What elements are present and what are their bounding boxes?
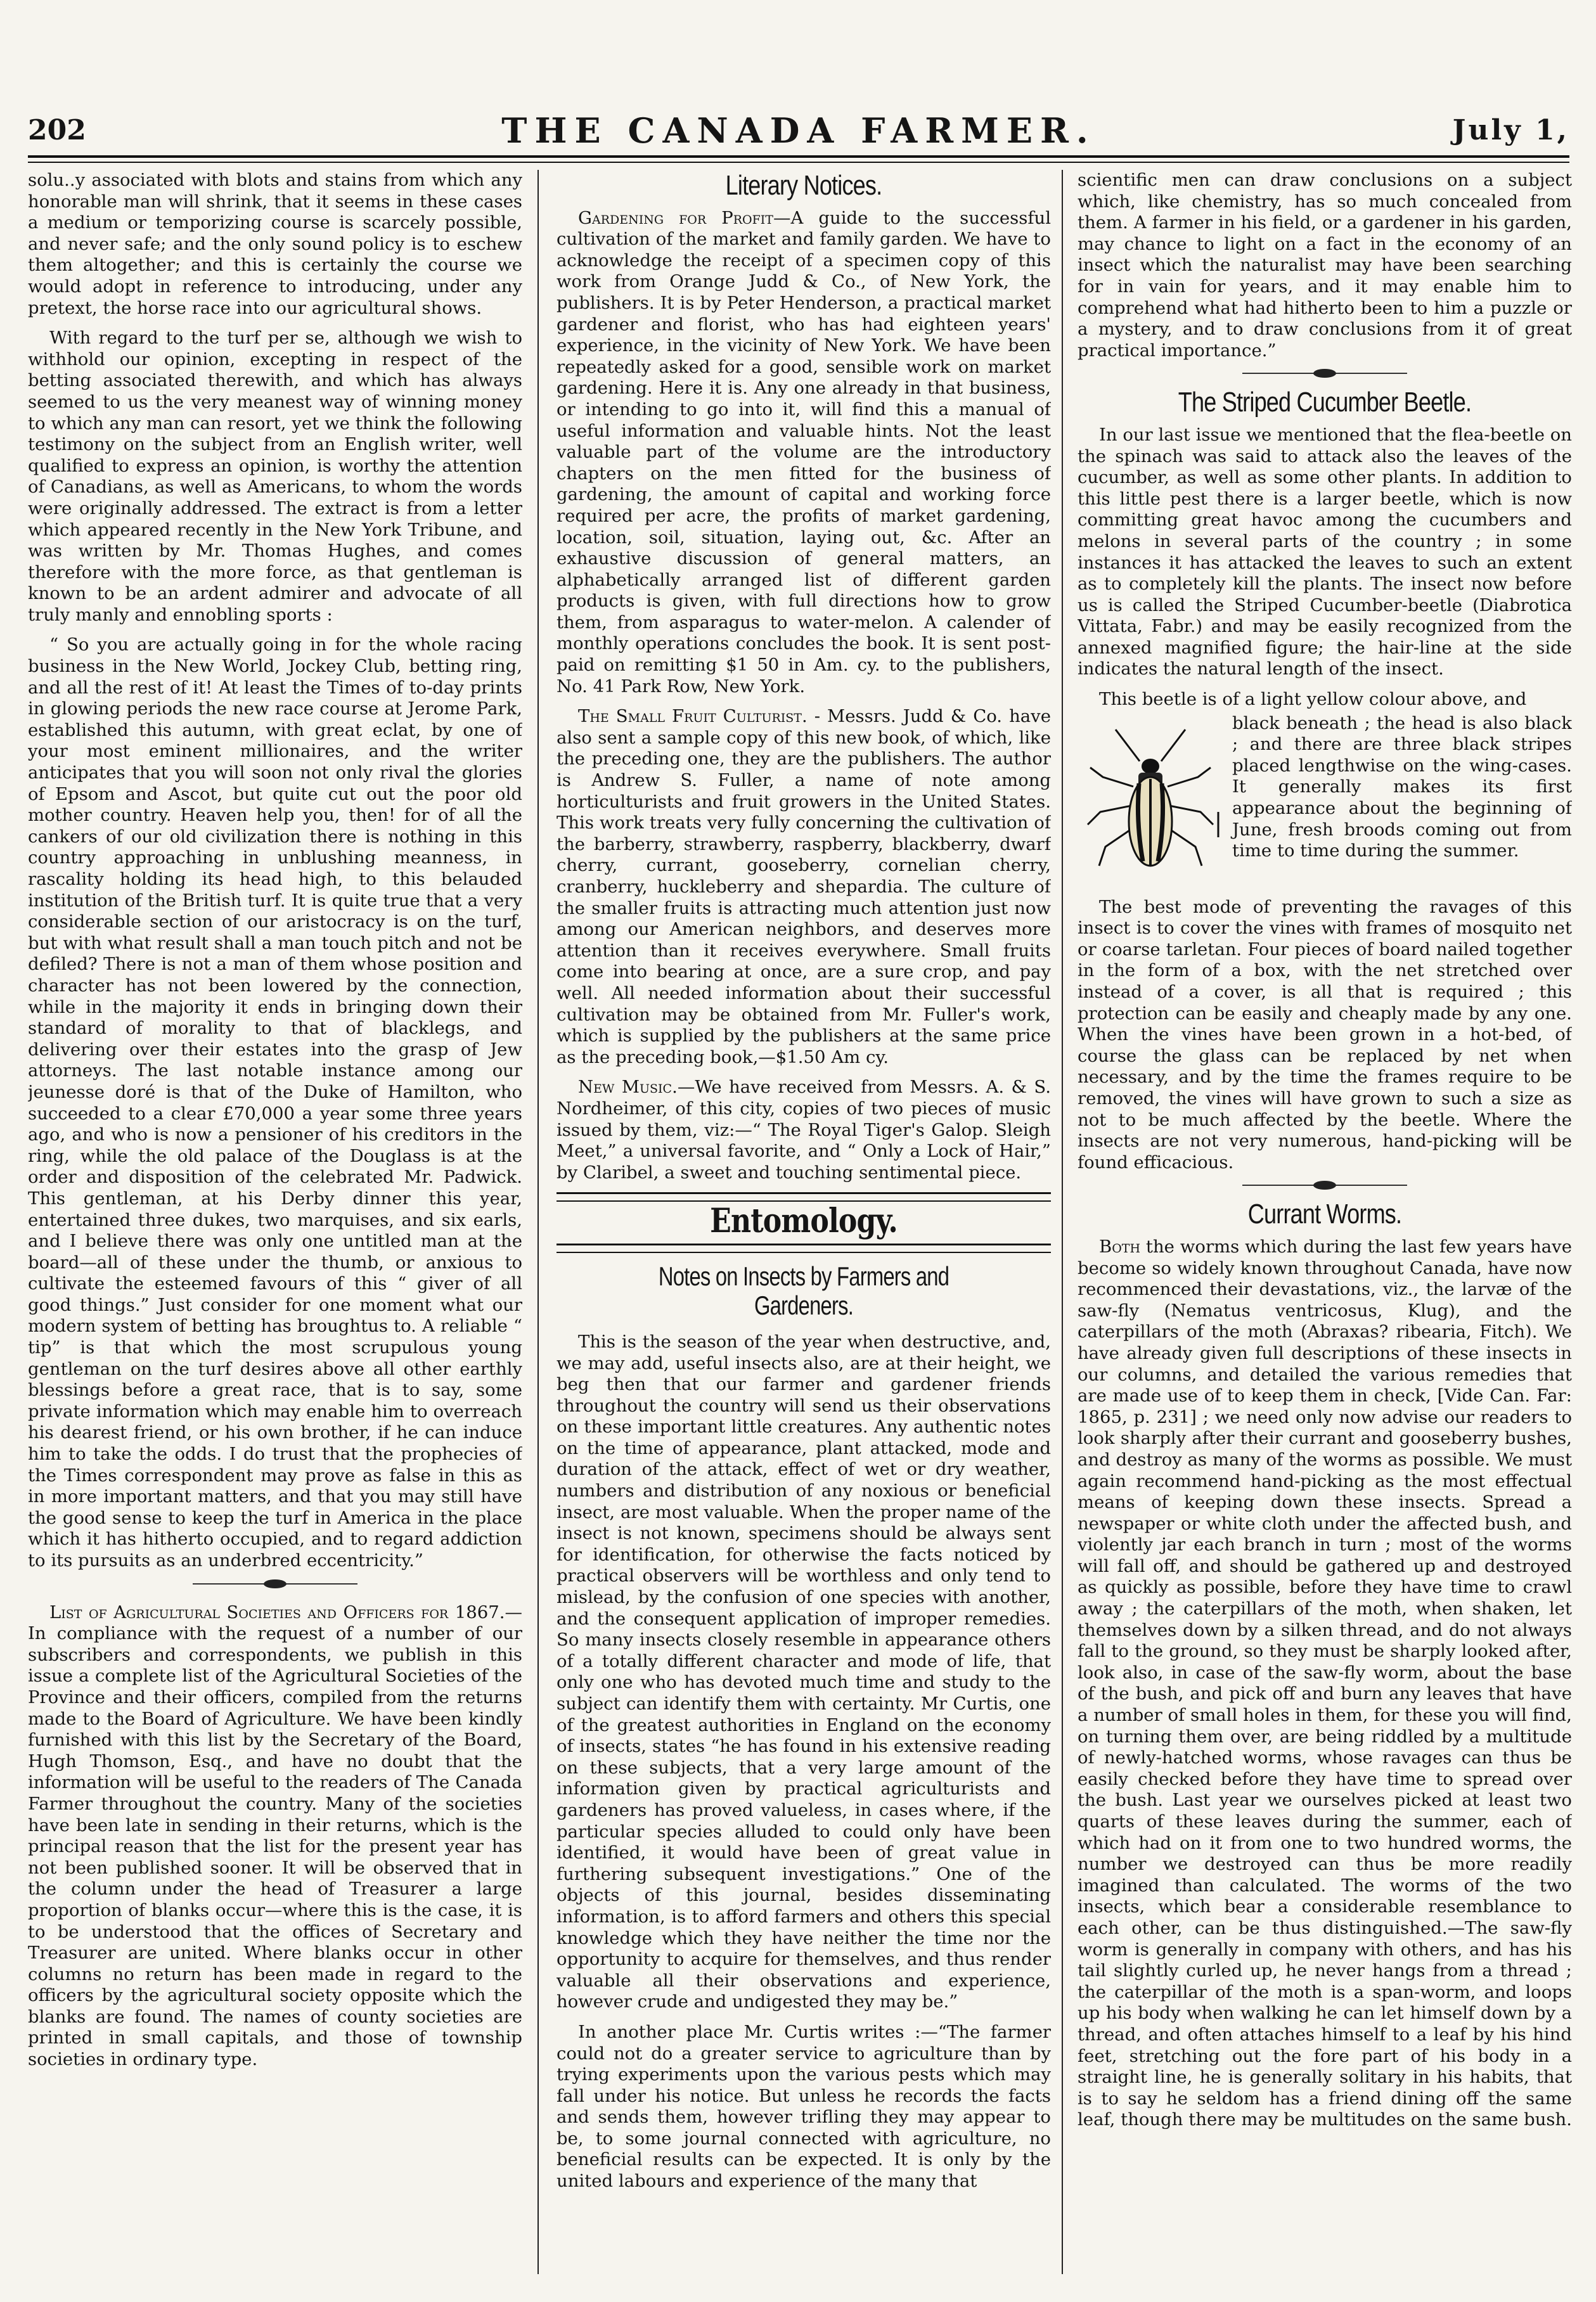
paragraph	[557, 208, 1051, 698]
paragraph: This is the season of the year when destructive, and, we may add, useful insects also, are at their height, we beg then that our farmer and gardener friends throughout the country will send us their observations on these important little creatures. Any authentic notes on the time of appearance, plant attacked, mode and duration of the attack, effect of wet or dry weather, numbers and distribution of any noxious or beneficial insect, are most valuable. When the proper name of the insect is not known, specimens should be always sent for identification, for otherwise the facts noticed by practical observers will be worthless and only tend to mislead, by the confusion of one species with another, and the consequent application of improper remedies. So many insects closely resemble in appearance others of a totally different character and mode of life, that only one who has devoted much time and study to the subject can identify them with certainty. Mr Curtis, one of the greatest authorities in England on the economy of insects, states “he has found in his extensive reading on these subjects, that a very large amount of the information given by practical agriculturists and gardeners has proved valueless, in cases where, if the particular species alluded to could only have been identified, it would have been of great value in furthering subsequent investigations.” One of the objects of this journal, besides disseminating information, is to afford farmers and others this special knowledge which they have neither the time nor the opportunity to acquire for themselves, and thus render valuable all their observations and experience, however crude and undigested they may be.”	[557, 1331, 1051, 2012]
section-heading: Literary Notices.	[725, 170, 882, 201]
column-1	[28, 170, 522, 2280]
section-rule	[557, 1192, 1051, 1202]
section-heading: Entomology.	[710, 1202, 898, 1241]
paragraph-body: - Messrs. Judd & Co. have also sent a sample copy of this new book, of which, like the preceding one, they are the publishers. The author is Andrew S. Fuller, a name of note among horticulturists and fruit growers in the United States. This work treats very fully concerning the cultivation of the barberry, strawberry, raspberry, blackberry, dwarf cherry, currant, gooseberry, cornelian cherry, cranberry, huckleberry and shepardia. The culture of the smaller fruits is attracting much attention just now among our American neighbors, and deserves more attention than it receives everywhere. Small fruits come into bearing at once, are a sure crop, and pay well. All needed information about their successful cultivation may be obtained from Mr. Fuller's work, which is supplied by the publishers at the same price as the preceding book,—$1.50 Am cy.	[557, 706, 1051, 1067]
column-3	[1078, 170, 1572, 2280]
lead-in: List of Agricultural Societies and Officers for	[49, 1602, 449, 1623]
paragraph: This beetle is of a light yellow colour above, and	[1099, 689, 1527, 710]
quotation: “ So you are actually going in for the whole racing business in the New World, Jockey Club, betting ring, and all the rest of it! At least the Times of to-day prints in glowing periods the new race course at Jerome Park, established this autumn, with great eclat, by one of your most eminent millionaires, and the writer anticipates that you will soon not only rival the glories of Epsom and Ascot, but quite cut out the poor old mother country. Heaven help you, then! for of all the cankers of our old civilization there is nothing in this country approaching in unblushing meanness, in rascality holding its head high, to this belauded institution of the British turf. It is quite true that a very considerable section of our aristocracy is on the turf, but with what result shall a man touch pitch and not be defiled? There is not a man of them whose position and character has not been lowered by the connection, while in the majority it ends in bringing down their standard of morality to that of blacklegs, and delivering over their estates into the grasp of Jew attorneys. The last notable instance among our jeunesse doré is that of the Duke of Hamilton, who succeeded to a clear £70,000 a year some three years ago, and who is now a pensioner of his creditors in the ring, while the old palace of the Douglass is at the order and disposition of the celebrated Mr. Padwick. This gentleman, at his Derby dinner this year, entertained three dukes, two marquises, and six earls, and I believe there was only one untitled man at the board—all of these under the thumb, or anxious to cultivate the esteemed favours of this “ giver of all good things.” Just consider for one moment what our modern system of betting has broughtus to. A reliable “ tip” is that which the most scrupulous young gentleman on the turf desires above all other earthly blessings before a great race, that is to say, some private information which may enable him to overreach his dearest friend, or his own brother, if he can induce him to take the odds. I do trust that the prophecies of the Times correspondent may prove as false in this as in more important matters, and that you may still have the good sense to keep the turf in America in the place which it has hitherto occupied, and to regard addiction to its pursuits as an underbred eccentricity.”	[28, 634, 522, 1571]
paragraph	[28, 1602, 522, 2071]
issue-date: July 1,	[1452, 114, 1569, 146]
lead-in: New Music.	[578, 1077, 678, 1098]
article-heading: The Striped Cucumber Beetle.	[1178, 387, 1472, 418]
paragraph: In our last issue we mentioned that the flea-beetle on the spinach was said to attack also the leaves of the cucumber, as well as some other plants. In addition to this little pest there is a larger beetle, which is now committing great havoc among the cucumbers and melons in several parts of the country ; in some instances it has attacked the leaves to such an extent as to completely kill the plants. The insect now before us is called the Striped Cucumber-beetle (Diabrotica Vittata, Fabr.) and may be easily recognized from the annexed magnified figure; the hair-line at the side indicates the natural length of the insect.	[1078, 424, 1572, 679]
paragraph	[557, 706, 1051, 1068]
paragraph: black beneath ; the head is also black ; and there are three black stripes placed lengthwise on the wing-cases. It generally makes its first appearance about the beginning of June, fresh broods coming out from time to time during the summer.	[1232, 712, 1572, 861]
ornament-divider	[193, 1583, 357, 1587]
page-number: 202	[28, 114, 86, 146]
paragraph: The best mode of preventing the ravages of this insect is to cover the vines with frames of mosquito net or coarse tarletan. Four pieces of board nailed together in the form of a box, with the net stretched over instead of a cover, is all that is required ; this protection can be easily and cheaply made by any one. When the vines have been grown in a hot-bed, of course the glass can be replaced by net when necessary, and by the time the frames require to be removed, the vines will have grown to such a size as not to be much affected by the beetle. Where the insects are not very numerous, hand-picking will be found efficacious.	[1078, 896, 1572, 1173]
column-2	[557, 170, 1051, 2280]
header-rule	[28, 155, 1569, 163]
article-heading: Notes on Insects by Farmers and Gardeners.	[658, 1261, 949, 1320]
paragraph-body: the worms which during the last few years have become so widely known throughout Canada, have now recommenced their devastations, viz., the larvæ of the saw-fly (Nematus ventricosus, Klug), and the caterpillars of the moth (Abraxas? ribearia, Fitch). We have already given full descriptions of these insects in our columns, and detailed the various remedies that are made use of to keep them in check, [Vide Can. Far: 1865, p. 231] ; we need only now advise our readers to look sharply after their currant and gooseberry bushes, and destroy as many of the worms as possible. We must again recommend hand-picking as the most effectual means of keeping down these insects. Spread a newspaper or white cloth under the affected bush, and violently jar each branch in turn ; most of the worms will fall off, and should be gathered up and destroyed as quickly as possible, before they have time to crawl away ; the caterpillars of the moth, when shaken, let themselves down by a silken thread, and do not always fall to the ground, so they must be sharply looked after, look also, in case of the saw-fly worm, about the base of the bush, and pick off and burn any leaves that have a number of small holes in them, for these you will find, on turning them over, are being riddled by a multitude of newly-hatched worms, whose ravages can thus be easily checked before they have time to spread over the bush. Last year we ourselves picked at least two quarts of these leaves during the summer, each of which had on it from one to two hundred worms, the number we destroyed can thus be more readily imagined than calculated. The worms of the two insects, which bear a considerable resemblance to each other, can be thus distinguished.—The saw-fly worm is generally in company with others, and has his tail slightly curled up, he never hangs from a thread ; the caterpillar of the moth is a span-worm, and loops up his body when walking he can let himself down by a thread, and often attaches himself to a leaf by his hind feet, stretching out the fore part of his body in a straight line, he is generally solitary in his habits, that is to say he seldom has a friend dining off the same leaf, though there may be multitudes on the same bush.	[1078, 1236, 1572, 2130]
lead-in: The Small Fruit Culturist.	[578, 706, 808, 727]
article-heading: Currant Worms.	[1247, 1199, 1402, 1230]
beetle-illustration	[1078, 717, 1223, 888]
masthead: THE CANADA FARMER.	[501, 110, 1096, 151]
paragraph-body: —We have received from Messrs. A. & S. Nordheimer, of this city, copies of two pieces of music issued by them, viz:—“ The Royal Tiger's Galop. Sleigh Meet,” a universal favorite, and “ Only a Lock of Hair,” by Claribel, a sweet and touching sentimental piece.	[557, 1077, 1051, 1183]
section-rule	[557, 1244, 1051, 1253]
paragraph: In another place Mr. Curtis writes :—“The farmer could not do a greater service to agriculture than by trying experiments upon the various pests which may fall under his notice. But unless he records the facts and sends them, however trifling they may appear to be, to some journal connected with agriculture, no beneficial results can be expected. It is only by the united labours and experience of the many that	[557, 2021, 1051, 2192]
ornament-divider	[1242, 1185, 1407, 1188]
lead-in: Both	[1099, 1236, 1141, 1257]
column-rule	[1062, 170, 1063, 2274]
column-rule	[537, 170, 539, 2274]
paragraph	[1078, 1237, 1572, 2131]
beetle-figure-block	[1078, 713, 1572, 891]
paragraph: scientific men can draw conclusions on a subject which, like chemistry, has so much concealed from them. A farmer in his field, or a gardener in his garden, may chance to light on a fact in the economy of an insect which the naturalist may have been searching for in vain for years, and it may enable him to comprehend what had hitherto been to him a puzzle or a mystery, and to draw conclusions from it of great practical importance.”	[1078, 170, 1572, 361]
paragraph: With regard to the turf per se, although we wish to withhold our opinion, excepting in respect of the betting associated therewith, and which has always seemed to us the very meanest way of winning money to which any man can resort, yet we think the following testimony on the subject from an English writer, well qualified to express an opinion, is worthy the attention of Canadians, as well as Americans, to whom the words were originally addressed. The extract is from a letter which appeared recently in the New York Tribune, and was written by Mr. Thomas Hughes, and comes therefore with the more force, as that gentleman is known to be an ardent admirer and advocate of all truly manly and ennobling sports :	[28, 328, 522, 625]
paragraph-body: 1867.—In compliance with the request of a number of our subscribers and correspondents, we publish in this issue a complete list of the Agricultural Societies of the Province and their officers, compiled from the returns made to the Board of Agriculture. We have been kindly furnished with this list by the Secretary of the Board, Hugh Thomson, Esq., and have no doubt that the information will be useful to the readers of The Canada Farmer throughout the country. Many of the societies have been late in sending in their returns, which is the principal reason that the list for the present year has not been published sooner. It will be observed that in the column under the head of Treasurer a large proportion of blanks occur—where this is the case, it is to be understood that the offices of Secretary and Treasurer are united. Where blanks occur in other columns no return has been made in regard to the officers by the agricultural society opposite which the blanks are found. The names of county societies are printed in small capitals, and those of township societies in ordinary type.	[28, 1602, 522, 2070]
paragraph: solu..y associated with blots and stains from which any honorable man will shrink, that it seems in these cases a medium or temporizing course is scarcely possible, and never safe; and the only sound policy is to eschew them altogether; and this is certainly the course we would adopt in reference to introducing, under any pretext, the horse race into our agricultural shows.	[28, 170, 522, 318]
paragraph-body: —A guide to the successful cultivation of the market and family garden. We have to acknowledge the receipt of a specimen copy of this work from Orange Judd & Co., of New York, the publishers. It is by Peter Henderson, a practical market gardener and florist, who has had eighteen years' experience, in the vicinity of New York. We have been repeatedly asked for a good, sensible work on market gardening. Here it is. Any one already in that business, or intending to go into it, will find this a manual of useful information and valuable hints. Not the least valuable part of the volume are the introductory chapters on the men fitted for the business of gardening, the amount of capital and working force required per acre, the profits of market gardening, location, soil, situation, laying out, &c. After an exhaustive discussion of general matters, an alphabetically arranged list of different garden products is given, with full directions how to grow them, from asparagus to water-melon. A calender of monthly operations concludes the book. It is sent post-paid on remitting $1 50 in Am. cy. to the publishers, No. 41 Park Row, New York.	[557, 207, 1051, 697]
ornament-divider	[1242, 373, 1407, 376]
paragraph	[557, 1077, 1051, 1183]
lead-in: Gardening for Profit	[578, 207, 773, 228]
